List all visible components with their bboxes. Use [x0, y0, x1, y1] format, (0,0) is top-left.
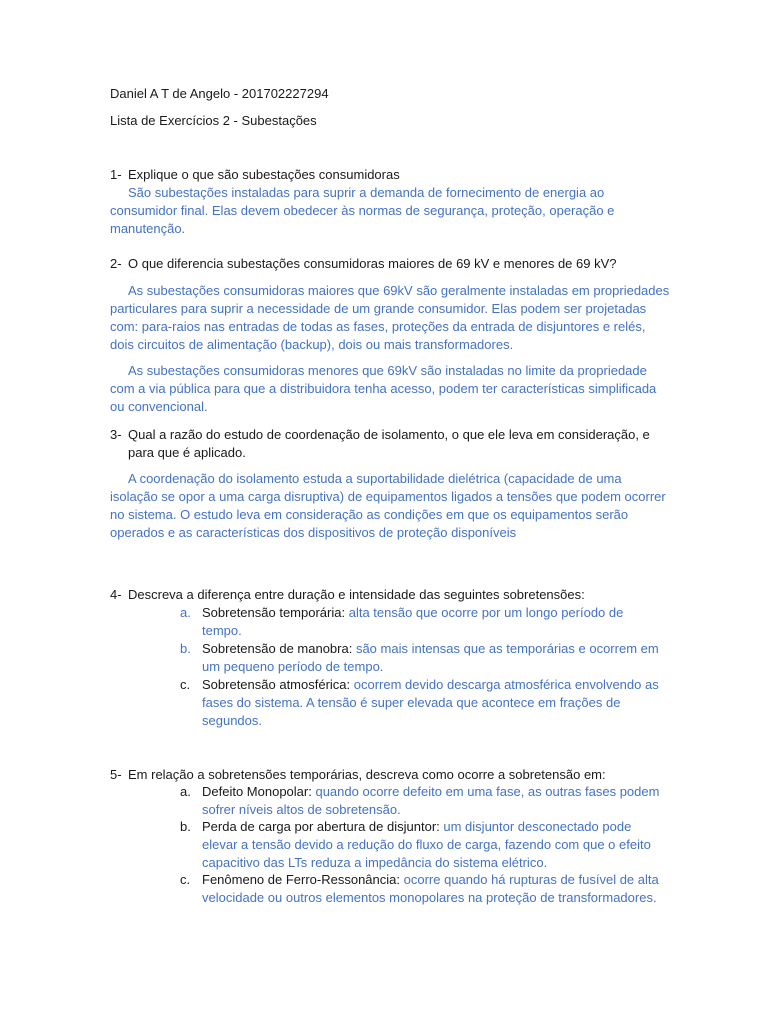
- q4-item-a-label: Sobretensão temporária:: [202, 605, 346, 620]
- q4-item-b: [202, 640, 662, 676]
- q3-question-line1: Qual a razão do estudo de coordenação de isolamento, o que ele leva em consideração, e: [128, 427, 650, 442]
- q4-question: Descreva a diferença entre duração e intensidade das seguintes sobretensões:: [128, 587, 585, 602]
- q5-item-b-answer: um disjuntor desconectado pode elevar a tensão devido a redução do fluxo de carga, fazendo com que o efeito capacitivo das LTs reduza a impedância do sistema elétrico.: [202, 819, 651, 870]
- q5-question: Em relação a sobretensões temporárias, descreva como ocorre a sobretensão em:: [128, 767, 606, 782]
- q4-item-b-answer: são mais intensas que as temporárias e ocorrem em um pequeno período de tempo.: [202, 641, 659, 674]
- q5-item-a: [202, 783, 662, 819]
- document-title: Lista de Exercícios 2 - Subestações: [110, 113, 317, 128]
- q5-item-b-letter: b.: [180, 819, 191, 834]
- q5-item-c-label: Fenômeno de Ferro-Ressonância:: [202, 872, 400, 887]
- q2-number: 2-: [110, 256, 122, 271]
- q4-item-c-answer: ocorrem devido descarga atmosférica envolvendo as fases do sistema. A tensão é super elevada que acontece em frações de segundos.: [202, 677, 659, 728]
- q5-number: 5-: [110, 767, 122, 782]
- q5-item-b-label: Perda de carga por abertura de disjuntor:: [202, 819, 440, 834]
- q5-item-a-answer: quando ocorre defeito em uma fase, as outras fases podem sofrer níveis altos de sobretensão.: [202, 784, 660, 817]
- q4-item-b-label: Sobretensão de manobra:: [202, 641, 353, 656]
- q1-answer: São subestações instaladas para suprir a demanda de fornecimento de energia ao consumidor final. Elas devem obedecer às normas de segurança, proteção, operação e manutenção.: [110, 185, 615, 236]
- q5-item-a-label: Defeito Monopolar:: [202, 784, 312, 799]
- q5-item-c-answer: ocorre quando há rupturas de fusível de alta velocidade ou outros elementos monopolares na proteção de transformadores.: [202, 872, 659, 905]
- q5-item-b: [202, 818, 662, 872]
- q3-answer: A coordenação do isolamento estuda a suportabilidade dielétrica (capacidade de uma isolação se opor a uma carga disruptiva) de equipamentos ligados a tensões que podem ocorrer no sistema. O estudo leva em consideração as condições em que os equipamentos serão operados e as características dos dispositivos de proteção disponíveis: [110, 471, 666, 540]
- q4-item-a-letter: a.: [180, 605, 191, 620]
- q1-number: 1-: [110, 167, 122, 182]
- q3-number: 3-: [110, 427, 122, 442]
- q4-item-c-label: Sobretensão atmosférica:: [202, 677, 351, 692]
- author-line: Daniel A T de Angelo - 201702227294: [110, 86, 329, 101]
- q4-item-a-answer: alta tensão que ocorre por um longo período de tempo.: [202, 605, 624, 638]
- q4-item-c: [202, 676, 662, 730]
- q2-answer-2: As subestações consumidoras menores que 69kV são instaladas no limite da propriedade com a via pública para que a distribuidora tenha acesso, podem ter características simplificada ou convencional.: [110, 363, 657, 414]
- q5-item-a-letter: a.: [180, 784, 191, 799]
- q1-question: Explique o que são subestações consumidoras: [128, 167, 400, 182]
- q4-item-a: [202, 604, 662, 640]
- q4-item-b-letter: b.: [180, 641, 191, 656]
- q2-answer-1: As subestações consumidoras maiores que 69kV são geralmente instaladas em propriedades particulares para suprir a necessidade de um grande consumidor. Elas podem ser projetadas com: para-raios nas entradas de todas as fases, proteções da entrada de disjuntores e relés, dois circuitos de alimentação (backup), dois ou mais transformadores.: [110, 283, 670, 352]
- q4-number: 4-: [110, 587, 122, 602]
- q4-item-c-letter: c.: [180, 677, 191, 692]
- q2-question: O que diferencia subestações consumidoras maiores de 69 kV e menores de 69 kV?: [128, 256, 617, 271]
- q3-question-line2: para que é aplicado.: [128, 445, 246, 460]
- q5-item-c: [202, 871, 662, 907]
- q5-item-c-letter: c.: [180, 872, 191, 887]
